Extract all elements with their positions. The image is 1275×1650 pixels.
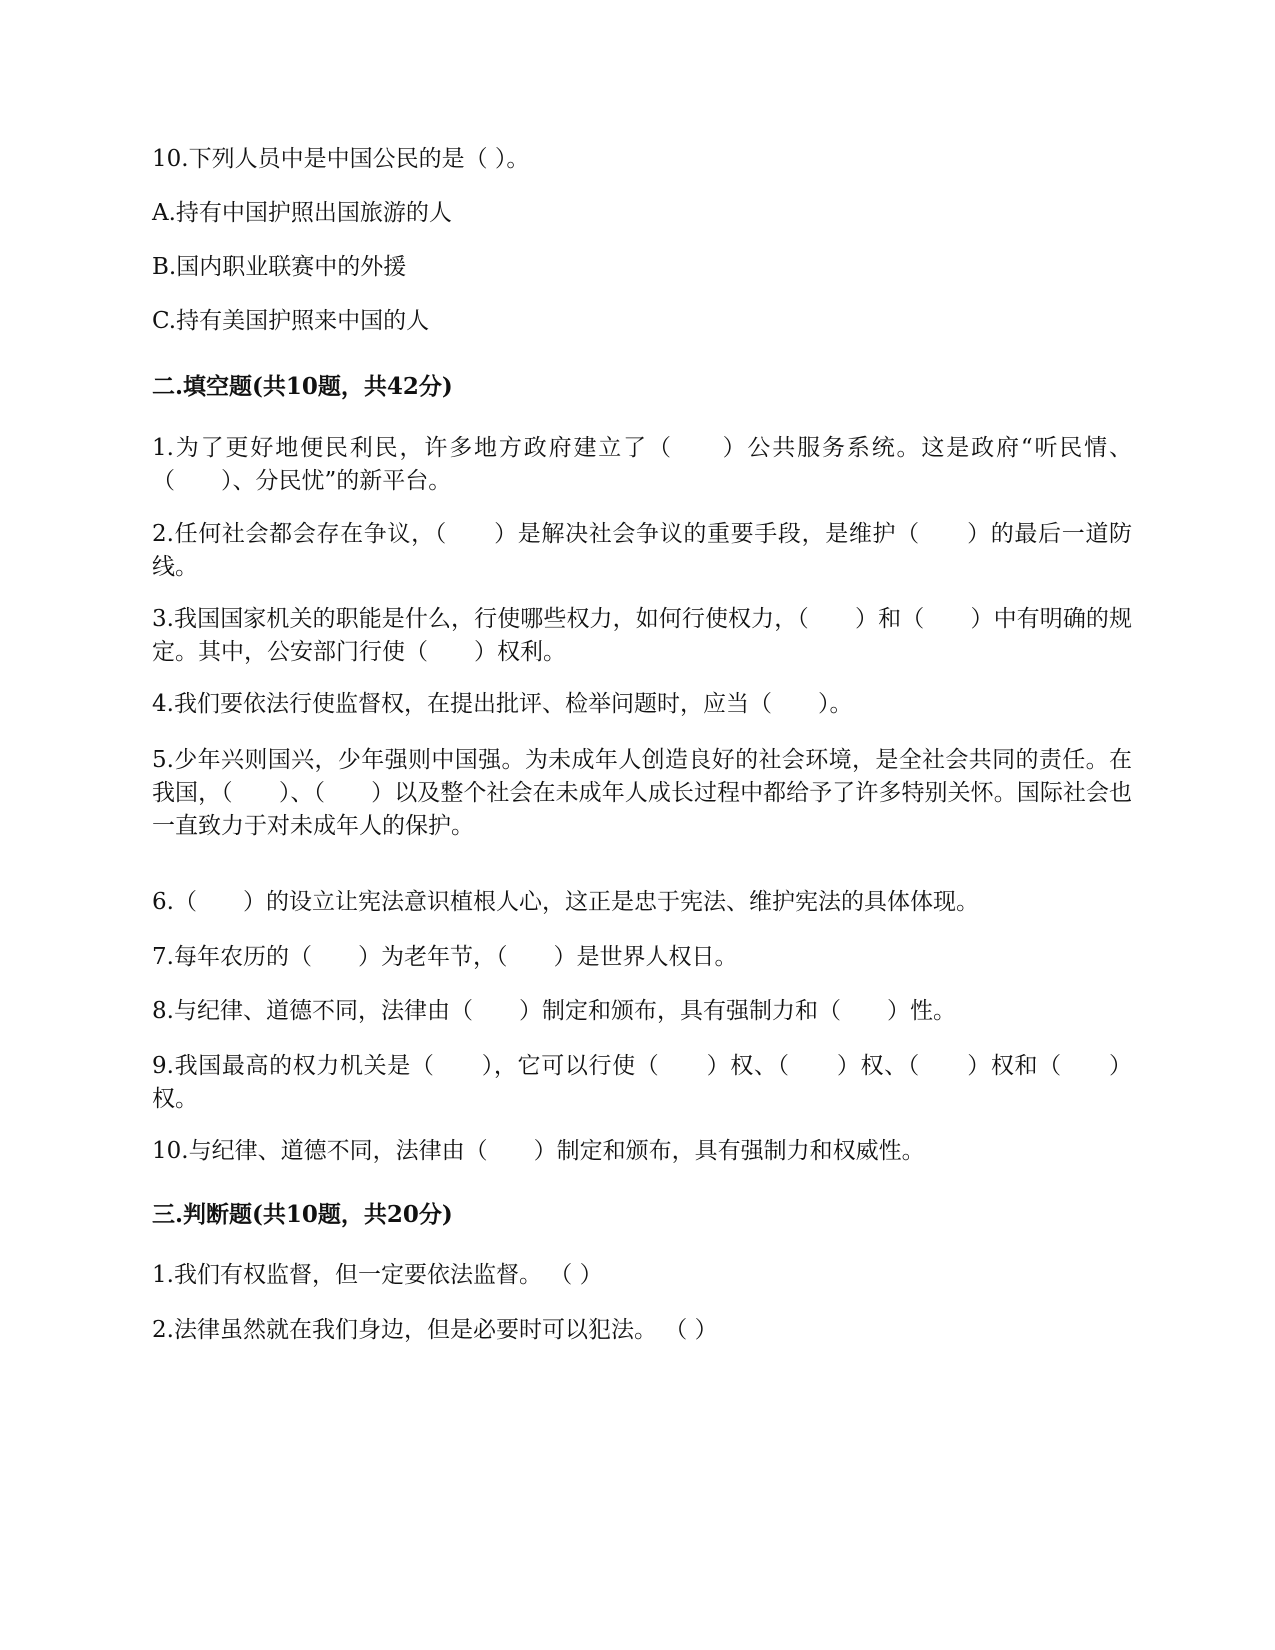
fill-in-item-2: 2.任何社会都会存在争议，（ ）是解决社会争议的重要手段，是维护（ ）的最后一道防线。 xyxy=(152,521,1132,580)
question-10-option-b: B.国内职业联赛中的外援 xyxy=(152,254,407,280)
fill-in-item-4: 4.我们要依法行使监督权，在提出批评、检举问题时，应当（ ）。 xyxy=(152,691,853,717)
true-false-item-1: 1.我们有权监督，但一定要依法监督。 （ ） xyxy=(152,1262,603,1288)
fill-in-item-9: 9.我国最高的权力机关是（ ），它可以行使（ ）权、（ ）权、（ ）权和（ ）权。 xyxy=(152,1053,1132,1112)
true-false-item-2: 2.法律虽然就在我们身边，但是必要时可以犯法。 （ ） xyxy=(152,1317,718,1343)
fill-in-item-3: 3.我国国家机关的职能是什么，行使哪些权力，如何行使权力，（ ）和（ ）中有明确的规定。其中，公安部门行使（ ）权利。 xyxy=(152,606,1132,665)
question-10-stem: 10.下列人员中是中国公民的是（ ）。 xyxy=(152,146,530,172)
section-heading-true-false: 三.判断题(共10题，共20分) xyxy=(152,1201,453,1228)
fill-in-item-10: 10.与纪律、道德不同，法律由（ ）制定和颁布，具有强制力和权威性。 xyxy=(152,1138,925,1164)
fill-in-item-5: 5.少年兴则国兴，少年强则中国强。为未成年人创造良好的社会环境，是全社会共同的责任。在我国，（ ）、（ ）以及整个社会在未成年人成长过程中都给予了许多特别关怀。国际社会也一直致力于对未成年人的保护。 xyxy=(152,747,1132,839)
section-heading-fill-in: 二.填空题(共10题，共42分) xyxy=(152,373,453,400)
question-10-option-c: C.持有美国护照来中国的人 xyxy=(152,308,430,334)
fill-in-item-1: 1.为了更好地便民利民，许多地方政府建立了（ ）公共服务系统。这是政府“听民情、（ ）、分民忧”的新平台。 xyxy=(152,435,1132,494)
fill-in-item-6: 6.（ ）的设立让宪法意识植根人心，这正是忠于宪法、维护宪法的具体体现。 xyxy=(152,889,979,915)
fill-in-item-7: 7.每年农历的（ ）为老年节，（ ）是世界人权日。 xyxy=(152,944,738,970)
question-10-option-a: A.持有中国护照出国旅游的人 xyxy=(152,200,452,226)
fill-in-item-8: 8.与纪律、道德不同，法律由（ ）制定和颁布，具有强制力和（ ）性。 xyxy=(152,998,956,1024)
